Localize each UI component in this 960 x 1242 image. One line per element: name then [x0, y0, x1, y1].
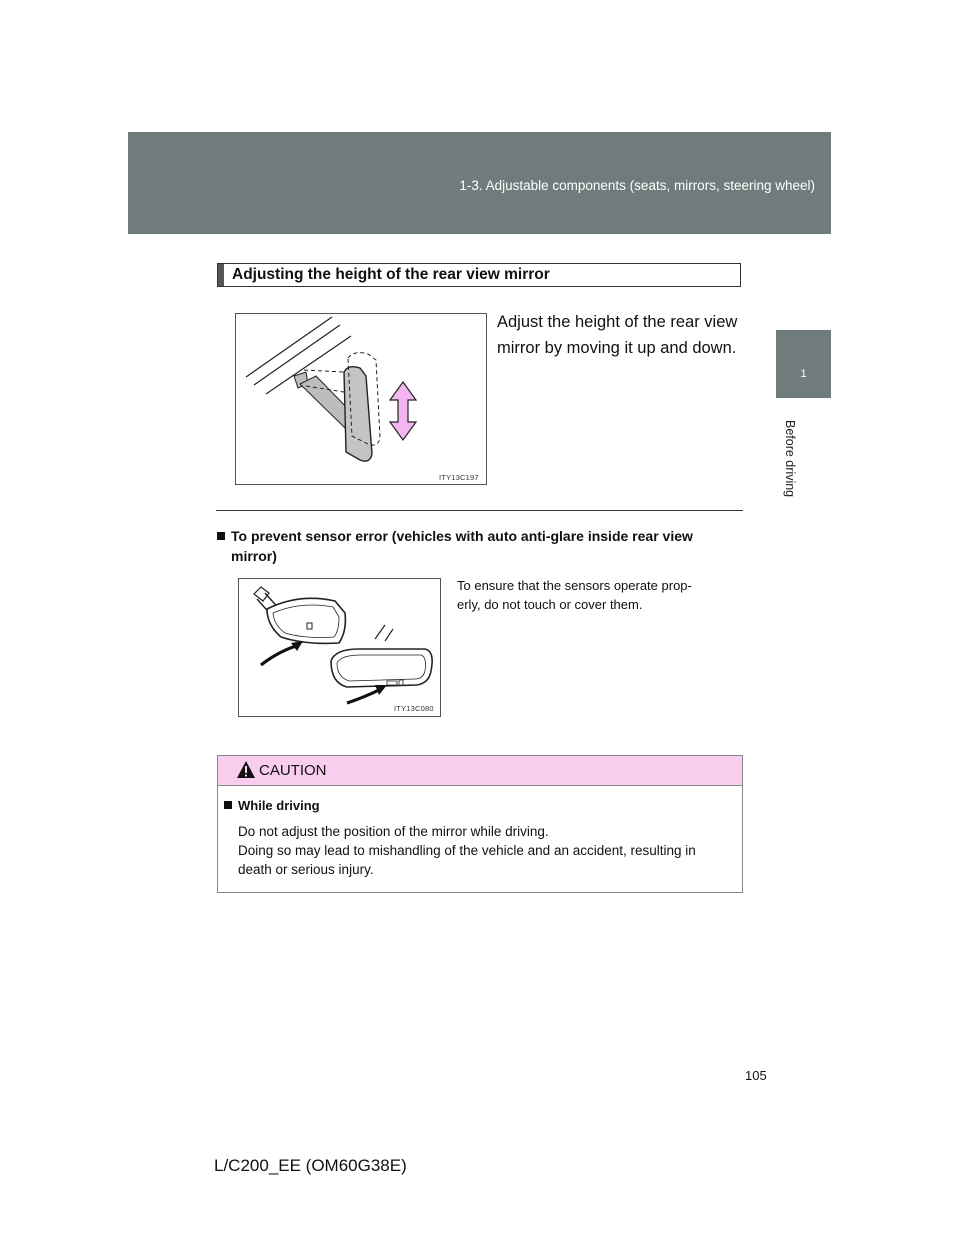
sensor-illustration — [239, 579, 440, 716]
sensor-figure — [238, 578, 441, 717]
section-title: Adjusting the height of the rear view mirror — [232, 266, 550, 283]
page-number: 105 — [745, 1068, 767, 1083]
instruction-line: erly, do not touch or cover them. — [457, 597, 643, 612]
instruction-line: mirror by moving it up and down. — [497, 339, 737, 357]
breadcrumb: 1-3. Adjustable components (seats, mirrors, steering wheel) — [459, 178, 815, 193]
chapter-label-container — [770, 420, 810, 510]
figure-code: ITY13C080 — [394, 704, 434, 713]
caution-line: Doing so may lead to mishandling of the vehicle and an accident, resulting in — [238, 843, 696, 858]
mirror-height-figure — [235, 313, 487, 485]
height-adjust-instructions — [497, 309, 747, 361]
caution-line: Do not adjust the position of the mirror while driving. — [238, 824, 549, 839]
sensor-heading — [217, 526, 739, 566]
sensor-instructions — [457, 576, 741, 614]
chapter-label: Before driving — [783, 420, 797, 498]
mirror-height-illustration — [236, 314, 486, 484]
header-band — [128, 132, 831, 234]
sensor-heading-line: mirror) — [231, 548, 277, 564]
model-code: L/C200_EE (OM60G38E) — [214, 1156, 407, 1175]
caution-line: death or serious injury. — [238, 862, 374, 877]
sensor-heading-line: To prevent sensor error (vehicles with auto anti-glare inside rear view — [231, 528, 693, 544]
caution-item-title — [224, 798, 320, 813]
caution-item-text: While driving — [238, 798, 320, 813]
bullet-square-icon — [217, 532, 225, 540]
caution-body — [238, 822, 738, 879]
section-divider — [216, 510, 743, 511]
figure-code: ITY13C197 — [439, 473, 479, 482]
caution-box — [217, 755, 743, 893]
warning-triangle-icon — [236, 760, 256, 779]
chapter-number: 1 — [800, 368, 807, 380]
instruction-line: Adjust the height of the rear view — [497, 313, 738, 331]
chapter-tab — [776, 330, 831, 398]
section-heading — [217, 263, 741, 287]
bullet-square-icon — [224, 801, 232, 809]
instruction-line: To ensure that the sensors operate prop- — [457, 578, 692, 593]
caution-label: CAUTION — [259, 762, 327, 779]
caution-header — [218, 756, 742, 786]
